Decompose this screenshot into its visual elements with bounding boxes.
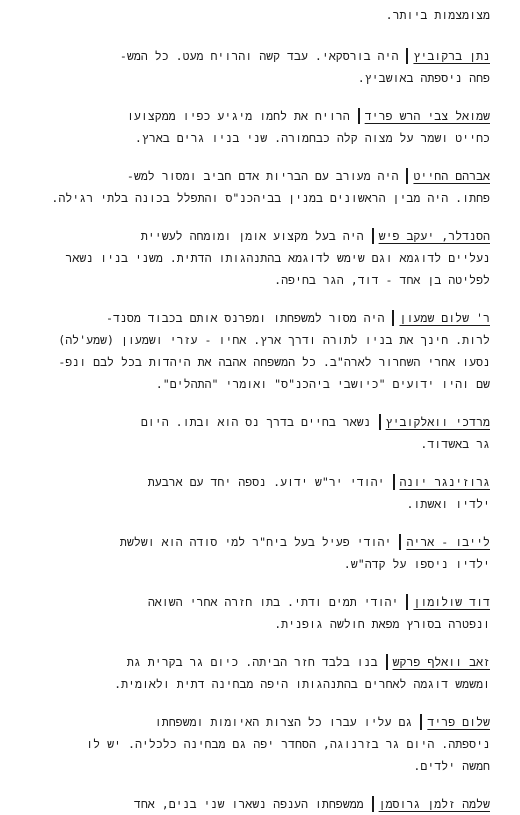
entry-line (22, 105, 490, 127)
person-name: דוד שולומון (406, 594, 490, 610)
entry-line: ומשמש דוגמה לאחרים בהתנהגותו היפה מבחינה דתית ולאומית. (114, 677, 490, 691)
entry-line: ילדיו ניספו על קדה"ש. (343, 557, 490, 571)
entry-text: יהודי פעיל בעל ביח"ר למי סודה הוא ושלשת (119, 535, 392, 549)
person-name: לייבו - אריה (399, 534, 490, 550)
entry-line: פחה ניספתה באושביץ. (357, 71, 490, 85)
person-entry (22, 165, 490, 209)
person-entry (22, 307, 490, 395)
entry-line: לפליטה בן אחד - דוד, הגר בחיפה. (274, 273, 490, 287)
person-name: מרדכי וואלקוביץ (379, 414, 490, 430)
person-name: נתן ברקוביץ (406, 48, 490, 64)
person-name: זאב וואלף פרקש (386, 654, 490, 670)
entry-line: שם והיו ידועים "כיושבי ביהכנ"ס" ואומרי "התהלים". (155, 377, 490, 391)
entry-line: ונפטרה בסורץ מפאת חולשה גופנית. (274, 617, 490, 631)
entry-line: חמשה ילדים. (413, 759, 490, 773)
person-name: שלמה זלמן גרוסמן (372, 796, 490, 812)
entry-text: בנו בלבד חזר הביתה. כיום גר בקרית גת (126, 655, 378, 669)
entry-line: ילדיו ואשתו. (406, 497, 490, 511)
entry-text: היה בעל מקצוע אומן ומומחה לעשיית (140, 229, 364, 243)
entry-text: הרויח את לחמו מיגיע כפיו ממקצועו (126, 109, 350, 123)
person-entry (22, 651, 490, 695)
entry-line (22, 471, 490, 493)
entry-text: ממשפחתו הענפה נשארו שני בנים, אחד (133, 797, 364, 811)
person-entry (22, 531, 490, 575)
entries-list (22, 45, 490, 815)
entry-line (22, 225, 490, 247)
entry-text: היה מסור למשפחתו ומפרנס אותם בכבוד מסנד- (106, 311, 385, 325)
entry-line: נסעו אחרי השחרור לארה"ב. כל המשפחה אהבה את היהדות בכל לבם ונפ- (58, 355, 490, 369)
entry-text: יהודי תמים ודתי. בתו חזרה אחרי השואה (147, 595, 399, 609)
person-name: שמואל צבי הרש פריד (358, 108, 490, 124)
person-entry (22, 711, 490, 777)
intro-text: מצומצמות ביותר. (385, 8, 490, 22)
person-entry (22, 591, 490, 635)
entry-line (22, 793, 490, 815)
person-name: ר' שלום שמעון (392, 310, 490, 326)
entry-line (22, 165, 490, 187)
entry-text: יהודי יר"ש ידוע. נספה יחד עם ארבעת (147, 475, 385, 489)
entry-line (22, 531, 490, 553)
person-name: שלום פריד (420, 714, 490, 730)
person-name: אברהם החייט (406, 168, 490, 184)
entry-line (22, 411, 490, 433)
entry-line (22, 591, 490, 613)
entry-line: פחתו. היה מבין הראשונים במנין בביהכנ"ס והתפלל בכונה בלתי רגילה. (51, 191, 490, 205)
person-entry (22, 471, 490, 515)
entry-line: כחייט ושמר על מצוה קלה כבחמורה. שני בניו גרים בארץ. (134, 131, 490, 145)
person-entry (22, 793, 490, 815)
entry-text: נשאר בחיים בדרך נס הוא ובתו. היום (140, 415, 371, 429)
entry-text: גם עליו עברו כל הצרות האיומות ומשפחתו (154, 715, 413, 729)
person-entry (22, 411, 490, 455)
entry-text: היה מעורב עם הבריות אדם חביב ומסור למש- (126, 169, 399, 183)
entry-line (22, 307, 490, 329)
entry-text: היה בורסקאי. עבד קשה והרויח מעט. כל המש- (119, 49, 399, 63)
entry-line (22, 45, 490, 67)
person-name: גרוזינגר יונה (393, 474, 490, 490)
person-name: הסנדלר, יעקב פיש (372, 228, 490, 244)
entry-line: ניספתה. היום גר בזרנוגה, הסחדר יפה גם מבחינה כלכליה. יש לו (86, 737, 490, 751)
person-entry (22, 225, 490, 291)
person-entry (22, 45, 490, 89)
entry-line: גר באשדוד. (420, 437, 490, 451)
entry-line (22, 711, 490, 733)
person-entry (22, 105, 490, 149)
entry-line: לרות. חינך את בניו לתורה ודרך ארץ. אחיו - עזרי ושמעון (שמע'לה) (58, 333, 490, 347)
entry-line: נעליים לדוגמא וגם שימש לדוגמא בהתנהגותו הדתית. משני בניו נשאר (65, 251, 490, 265)
entry-line (22, 651, 490, 673)
